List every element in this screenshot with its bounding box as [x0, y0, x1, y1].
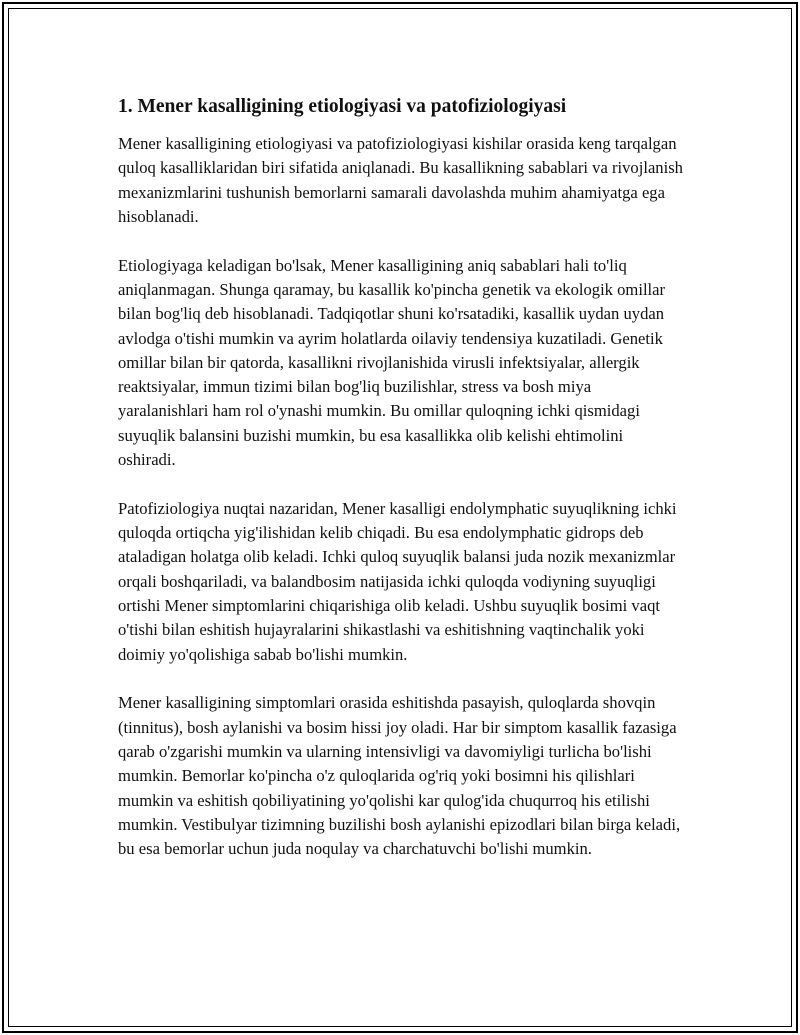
- paragraph-pathophysiology: Patofiziologiya nuqtai nazaridan, Mener kasalligi endolymphatic suyuqlikning ichki quloqda ortiqcha yig'ilishidan kelib chiqadi. Bu esa endolymphatic gidrops deb ataladigan holatga olib keladi. Ichki quloq suyuqlik balansi juda nozik mexanizmlar orqali boshqariladi, va balandbosim natijasida ichki quloqda vodiyning suyuqligi ortishi Mener simptomlarini chiqarishiga olib keladi. Ushbu suyuqlik bosimi vaqt o'tishi bilan eshitish hujayralarini shikastlashi va eshitishning vaqtinchalik yoki doimiy yo'qolishiga sabab bo'lishi mumkin.: [118, 498, 677, 664]
- paragraph-intro: Mener kasalligining etiologiyasi va patofiziologiyasi kishilar orasida keng tarqalgan quloq kasalliklaridan biri sifatida aniqlanadi. Bu kasallikning sabablari va rivojlanish mexanizmlarini tushunish bemorlarni samarali davolashda muhim ahamiyatga ega hisoblanadi.: [118, 134, 683, 226]
- section-heading: 1. Mener kasalligining etiologiyasi va patofiziologiyasi: [118, 96, 567, 117]
- document-body: [118, 94, 683, 886]
- paragraph-symptoms: Mener kasalligining simptomlari orasida eshitishda pasayish, quloqlarda shovqin (tinnitus), bosh aylanishi va bosim hissi joy oladi. Har bir simptom kasallik fazasiga qarab o'zgarishi mumkin va ularning intensivligi va davomiyligi turlicha bo'lishi mumkin. Bemorlar ko'pincha o'z quloqlarida og'riq yoki bosimni his qilishlari mumkin va eshitish qobiliyatining yo'qolishi kar qulog'ida chuqurroq his etilishi mumkin. Vestibulyar tizimning buzilishi bosh aylanishi epizodlari bilan birga keladi, bu esa bemorlar uchun juda noqulay va charchatuvchi bo'lishi mumkin.: [118, 693, 681, 859]
- paragraph-etiology: Etiologiyaga keladigan bo'lsak, Mener kasalligining aniq sabablari hali to'liq aniqlanmagan. Shunga qaramay, bu kasallik ko'pincha genetik va ekologik omillar bilan bog'liq deb hisoblanadi. Tadqiqotlar shuni ko'rsatadiki, kasallik uydan uydan avlodga o'tishi mumkin va ayrim holatlarda oilaviy tendensiya kuzatiladi. Genetik omillar bilan bir qatorda, kasallikni rivojlanishida virusli infektsiyalar, allergik reaktsiyalar, immun tizimi bilan bog'liq buzilishlar, stress va bosh miya yaralanishlari ham rol o'ynashi mumkin. Bu omillar quloqning ichki qismidagi suyuqlik balansini buzishi mumkin, bu esa kasallikka olib kelishi ehtimolini oshiradi.: [118, 255, 666, 470]
